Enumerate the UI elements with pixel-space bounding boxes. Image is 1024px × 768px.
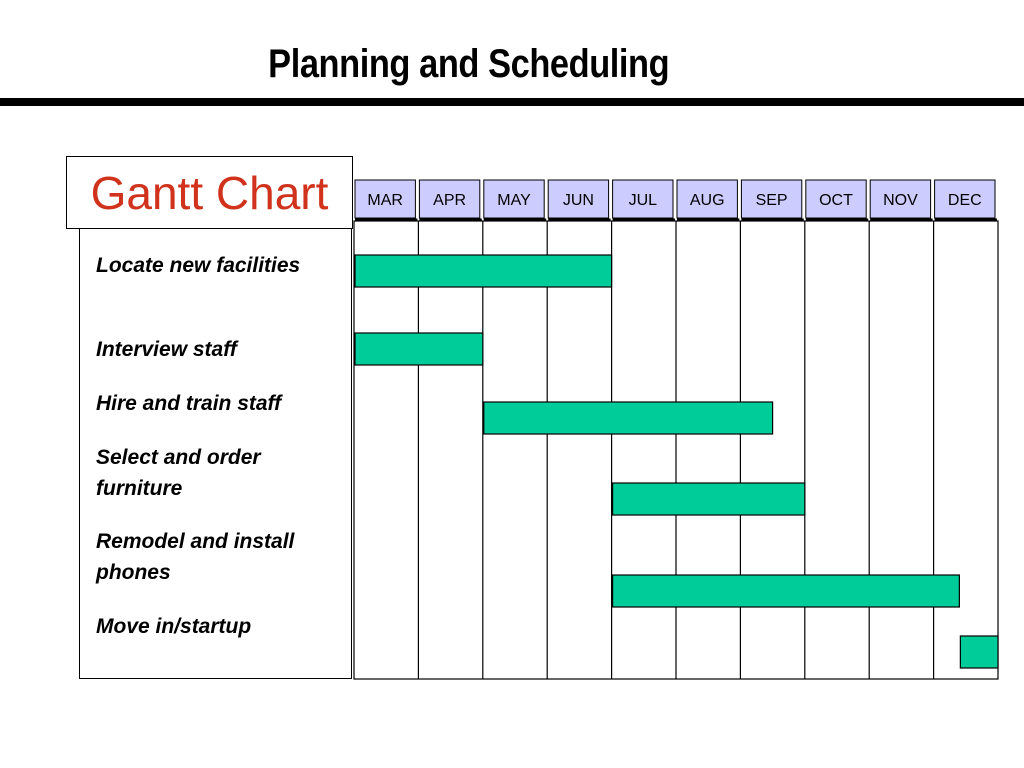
chart-title: Gantt Chart xyxy=(66,156,353,229)
task-bar xyxy=(960,636,998,668)
task-label: Locate new facilities xyxy=(96,254,301,277)
task-label: Remodel and install phones xyxy=(96,530,295,584)
task-label: Move in/startup xyxy=(96,615,252,638)
task-bar xyxy=(355,333,483,365)
month-label: NOV xyxy=(883,192,918,209)
task-bar xyxy=(613,483,805,515)
task-label: Hire and train staff xyxy=(96,392,282,415)
task-label: Interview staff xyxy=(96,338,237,361)
month-label: SEP xyxy=(755,192,788,209)
month-label: MAY xyxy=(497,192,531,209)
month-label: JUN xyxy=(562,192,594,209)
month-label: MAR xyxy=(367,192,403,209)
month-label: OCT xyxy=(819,192,853,209)
task-bar xyxy=(613,575,960,607)
slide-title: Planning and Scheduling xyxy=(268,42,670,86)
task-bar xyxy=(484,402,773,434)
month-label: JUL xyxy=(628,192,658,209)
task-bar xyxy=(355,255,612,287)
task-label: Select and order furniture xyxy=(96,446,261,500)
month-label: AUG xyxy=(689,192,725,209)
month-label: DEC xyxy=(947,192,982,209)
month-label: APR xyxy=(433,192,467,209)
